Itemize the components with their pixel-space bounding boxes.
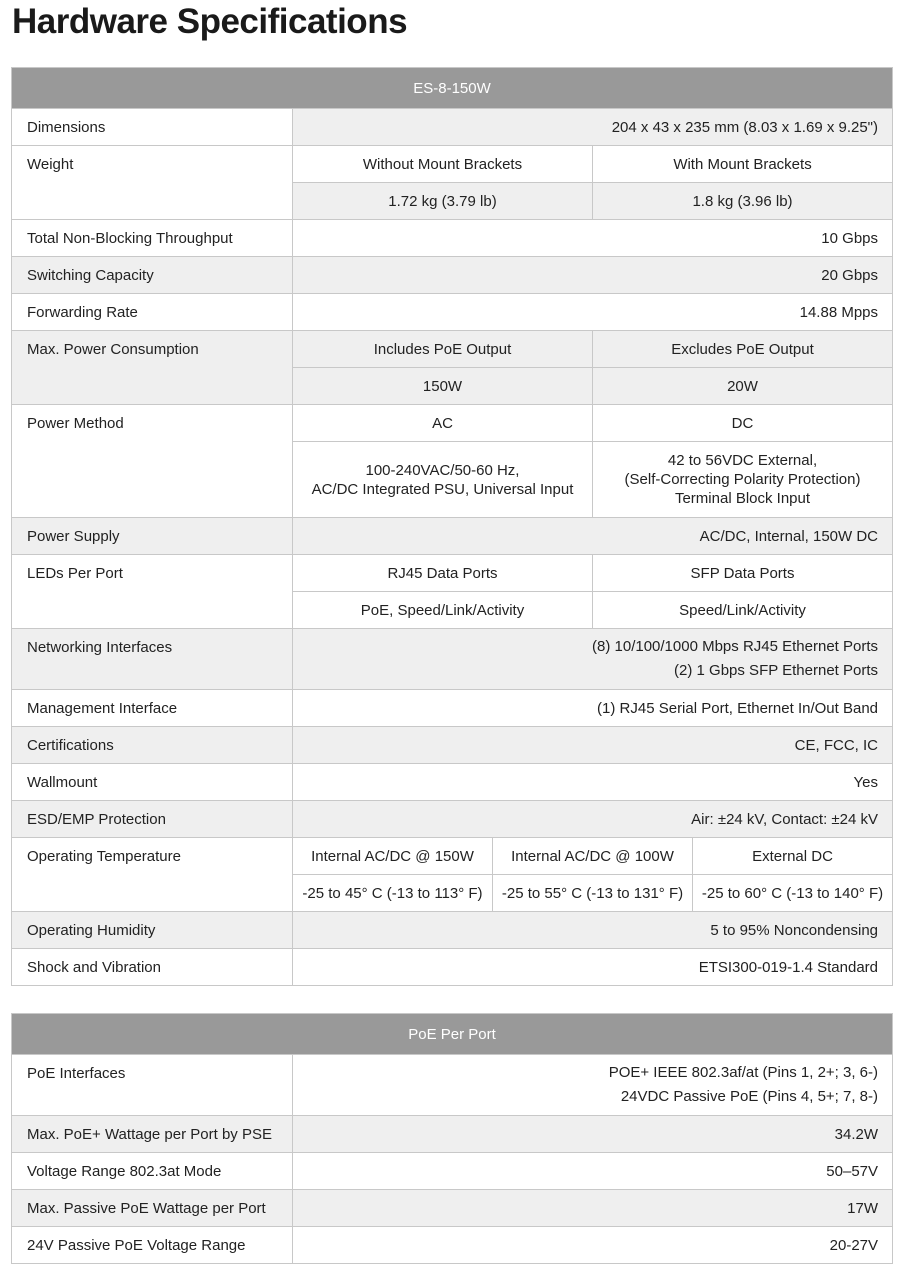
row-value: 10 Gbps [293,220,893,257]
table-row [12,727,893,764]
table-row [12,801,893,838]
row-value: CE, FCC, IC [293,727,893,764]
row-value: PoE, Speed/Link/Activity [293,592,593,629]
sub-header: Internal AC/DC @ 150W [293,838,493,875]
value-line: (2) 1 Gbps SFP Ethernet Ports [674,662,879,679]
row-label: Power Method [12,405,293,518]
row-value: 14.88 Mpps [293,294,893,331]
table-row [12,294,893,331]
table-row [12,949,893,986]
row-label: Shock and Vibration [12,949,293,986]
sub-header: DC [593,405,893,442]
table-row [12,912,893,949]
row-value: 20W [593,368,893,405]
row-value: 17W [293,1190,893,1227]
row-value: 34.2W [293,1116,893,1153]
table-row [12,109,893,146]
row-label: Max. Passive PoE Wattage per Port [12,1190,293,1227]
row-label: Dimensions [12,109,293,146]
row-value: Air: ±24 kV, Contact: ±24 kV [293,801,893,838]
row-value: -25 to 55° C (-13 to 131° F) [493,875,693,912]
value-line: (8) 10/100/1000 Mbps RJ45 Ethernet Ports [592,638,879,655]
row-label: Total Non-Blocking Throughput [12,220,293,257]
table-row [12,690,893,727]
row-label: Certifications [12,727,293,764]
value-line: 100-240VAC/50-60 Hz, [365,461,520,479]
poe-spec-table [11,1013,893,1264]
row-value [293,629,893,690]
page-title: Hardware Specifications [12,2,408,41]
table-row [12,220,893,257]
row-label: Forwarding Rate [12,294,293,331]
table-row [12,257,893,294]
row-value [293,1055,893,1116]
row-label: LEDs Per Port [12,555,293,629]
value-line: Terminal Block Input [674,490,811,507]
value-line: 24VDC Passive PoE (Pins 4, 5+; 7, 8-) [620,1088,879,1105]
hardware-spec-table [11,67,893,986]
row-label: Max. Power Consumption [12,331,293,405]
row-value: 50–57V [293,1153,893,1190]
sub-header: Without Mount Brackets [293,146,593,183]
row-label: Networking Interfaces [12,629,293,690]
table-row [12,764,893,801]
table-header-row [12,1014,893,1055]
row-label: PoE Interfaces [12,1055,293,1116]
table-row [12,146,893,183]
table-row [12,1190,893,1227]
row-label: Operating Humidity [12,912,293,949]
row-value: 1.72 kg (3.79 lb) [293,183,593,220]
row-value: -25 to 45° C (-13 to 113° F) [293,875,493,912]
row-label: Weight [12,146,293,220]
row-label: 24V Passive PoE Voltage Range [12,1227,293,1264]
row-value: 5 to 95% Noncondensing [293,912,893,949]
row-value: ETSI300-019-1.4 Standard [293,949,893,986]
sub-header: SFP Data Ports [593,555,893,592]
value-line: 42 to 56VDC External, [667,452,818,469]
table-row [12,1055,893,1116]
table-row [12,838,893,875]
row-value [593,442,893,518]
row-value [293,442,593,518]
poe-header: PoE Per Port [12,1014,893,1055]
row-label: ESD/EMP Protection [12,801,293,838]
table-row [12,1153,893,1190]
table-row [12,629,893,690]
table-row [12,331,893,368]
row-value: -25 to 60° C (-13 to 140° F) [693,875,893,912]
table-row [12,1116,893,1153]
row-label: Wallmount [12,764,293,801]
row-label: Max. PoE+ Wattage per Port by PSE [12,1116,293,1153]
sub-header: External DC [693,838,893,875]
sub-header: Excludes PoE Output [593,331,893,368]
row-value: 20 Gbps [293,257,893,294]
row-label: Voltage Range 802.3at Mode [12,1153,293,1190]
row-value: AC/DC, Internal, 150W DC [293,518,893,555]
row-value: 150W [293,368,593,405]
sub-header: AC [293,405,593,442]
row-value: 20-27V [293,1227,893,1264]
row-label: Operating Temperature [12,838,293,912]
table-row [12,1227,893,1264]
row-value: Yes [293,764,893,801]
value-line: POE+ IEEE 802.3af/at (Pins 1, 2+; 3, 6-) [608,1064,879,1081]
row-label: Power Supply [12,518,293,555]
sub-header: With Mount Brackets [593,146,893,183]
row-label: Switching Capacity [12,257,293,294]
value-line: AC/DC Integrated PSU, Universal Input [311,480,574,498]
row-value: (1) RJ45 Serial Port, Ethernet In/Out Band [293,690,893,727]
table-row [12,555,893,592]
table-row [12,518,893,555]
sub-header: RJ45 Data Ports [293,555,593,592]
row-value: Speed/Link/Activity [593,592,893,629]
row-value: 204 x 43 x 235 mm (8.03 x 1.69 x 9.25") [293,109,893,146]
row-label: Management Interface [12,690,293,727]
model-header: ES-8-150W [12,68,893,109]
sub-header: Internal AC/DC @ 100W [493,838,693,875]
sub-header: Includes PoE Output [293,331,593,368]
table-row [12,405,893,442]
table-header-row [12,68,893,109]
row-value: 1.8 kg (3.96 lb) [593,183,893,220]
value-line: (Self-Correcting Polarity Protection) [624,471,861,488]
